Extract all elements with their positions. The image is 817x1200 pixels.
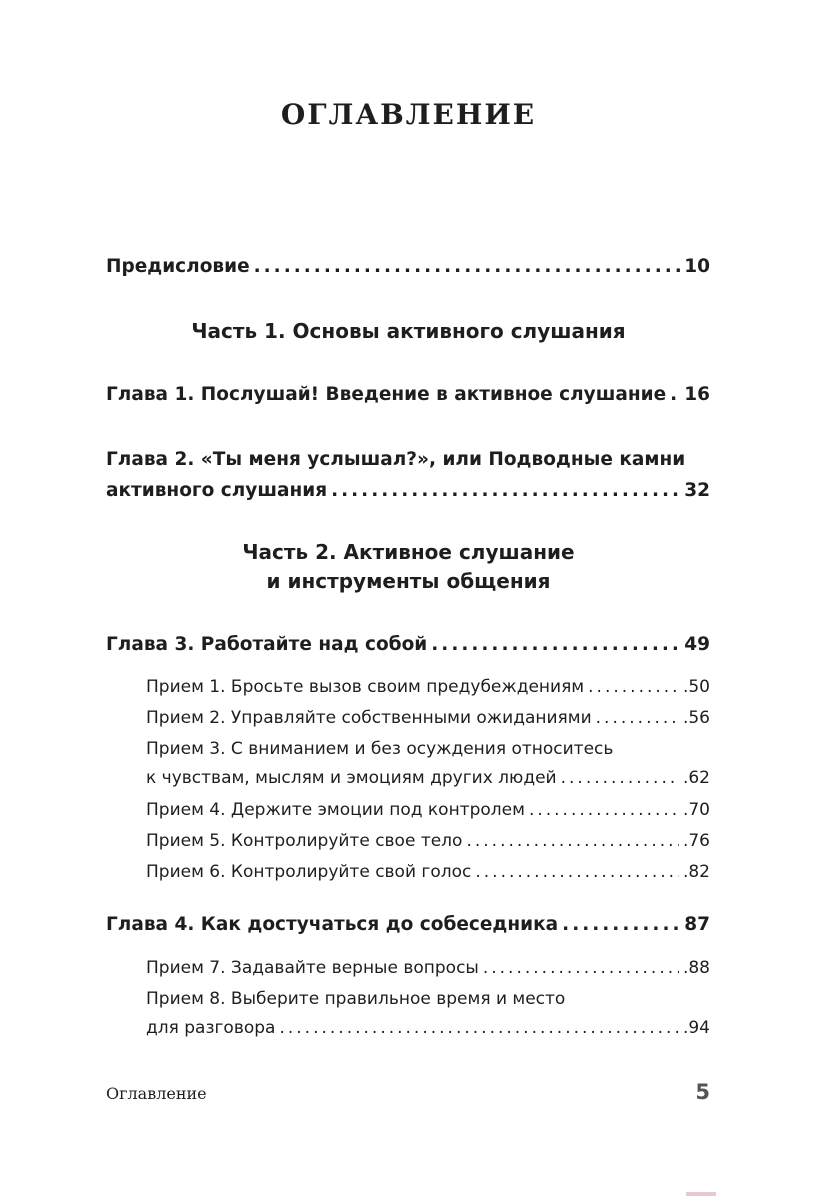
dot-leader: [466, 831, 679, 851]
toc-entry-technique-7[interactable]: [146, 958, 710, 978]
toc-entry-label: Предисловие: [106, 256, 250, 277]
part-heading-1: Часть 1. Основы активного слушания: [191, 319, 626, 343]
dot-leader: [561, 768, 679, 788]
toc-entry-page: .56: [682, 708, 710, 728]
toc-entry-page: .94: [682, 1018, 710, 1038]
toc-entry-page: 32: [684, 480, 710, 501]
toc-entry-label: Прием 4. Держите эмоции под контролем: [146, 800, 525, 820]
corner-mark: [686, 1192, 716, 1196]
dot-leader: [562, 914, 680, 935]
toc-entry-label: Прием 7. Задавайте верные вопросы: [146, 958, 479, 978]
page-number: 5: [695, 1080, 710, 1104]
toc-entry-label: к чувствам, мыслям и эмоциям других людей: [146, 768, 557, 788]
part-heading-2-line2: и инструменты общения: [266, 569, 551, 593]
dot-leader: [254, 256, 681, 277]
toc-entry-technique-8-line1[interactable]: Прием 8. Выберите правильное время и место: [146, 989, 566, 1009]
toc-entry-page: .62: [682, 768, 710, 788]
dot-leader: [596, 708, 679, 728]
toc-entry-label: Прием 5. Контролируйте свое тело: [146, 831, 463, 851]
toc-entry-technique-2[interactable]: [146, 708, 710, 728]
toc-entry-label: Прием 2. Управляйте собственными ожиданиями: [146, 708, 592, 728]
toc-entry-chapter-2-line1[interactable]: Глава 2. «Ты меня услышал?», или Подводные камни: [106, 449, 686, 470]
running-footer-section: Оглавление: [106, 1084, 207, 1103]
toc-entry-technique-5[interactable]: [146, 831, 710, 851]
page-title: ОГЛАВЛЕНИЕ: [280, 98, 537, 131]
part-heading-2-line1: Часть 2. Активное слушание: [242, 540, 575, 564]
toc-entry-technique-8[interactable]: [146, 1018, 710, 1038]
toc-entry-page: .50: [682, 677, 710, 697]
toc-entry-chapter-2[interactable]: [106, 480, 710, 501]
toc-entry-chapter-1[interactable]: [106, 384, 710, 405]
toc-entry-label: Глава 3. Работайте над собой: [106, 634, 428, 655]
toc-entry-page: 87: [684, 914, 710, 935]
toc-entry-chapter-4[interactable]: [106, 914, 710, 935]
dot-leader: [279, 1018, 678, 1038]
toc-entry-label: Глава 1. Послушай! Введение в активное слушание: [106, 384, 667, 405]
toc-entry-page: 16: [684, 384, 710, 405]
toc-entry-technique-1[interactable]: [146, 677, 710, 697]
dot-leader: [483, 958, 679, 978]
toc-entry-label: Прием 6. Контролируйте свой голос: [146, 862, 472, 882]
toc-entry-label: для разговора: [146, 1018, 276, 1038]
toc-entry-preface[interactable]: [106, 256, 710, 277]
toc-entry-technique-4[interactable]: [146, 800, 710, 820]
toc-entry-page: .70: [682, 800, 710, 820]
toc-entry-page: 49: [684, 634, 710, 655]
toc-entry-technique-6[interactable]: [146, 862, 710, 882]
toc-entry-page: 10: [684, 256, 710, 277]
toc-entry-label: активного слушания: [106, 480, 328, 501]
dot-leader: [670, 384, 680, 405]
toc-entry-technique-3-line1[interactable]: Прием 3. С вниманием и без осуждения относитесь: [146, 739, 614, 759]
dot-leader: [475, 862, 679, 882]
toc-entry-label: Глава 4. Как достучаться до собеседника: [106, 914, 559, 935]
dot-leader: [431, 634, 680, 655]
toc-entry-label: Прием 1. Бросьте вызов своим предубеждениям: [146, 677, 585, 697]
toc-entry-page: .82: [682, 862, 710, 882]
toc-entry-technique-3[interactable]: [146, 768, 710, 788]
toc-entry-page: .88: [682, 958, 710, 978]
dot-leader: [588, 677, 679, 697]
dot-leader: [529, 800, 679, 820]
toc-entry-page: .76: [682, 831, 710, 851]
dot-leader: [331, 480, 680, 501]
toc-entry-chapter-3[interactable]: [106, 634, 710, 655]
